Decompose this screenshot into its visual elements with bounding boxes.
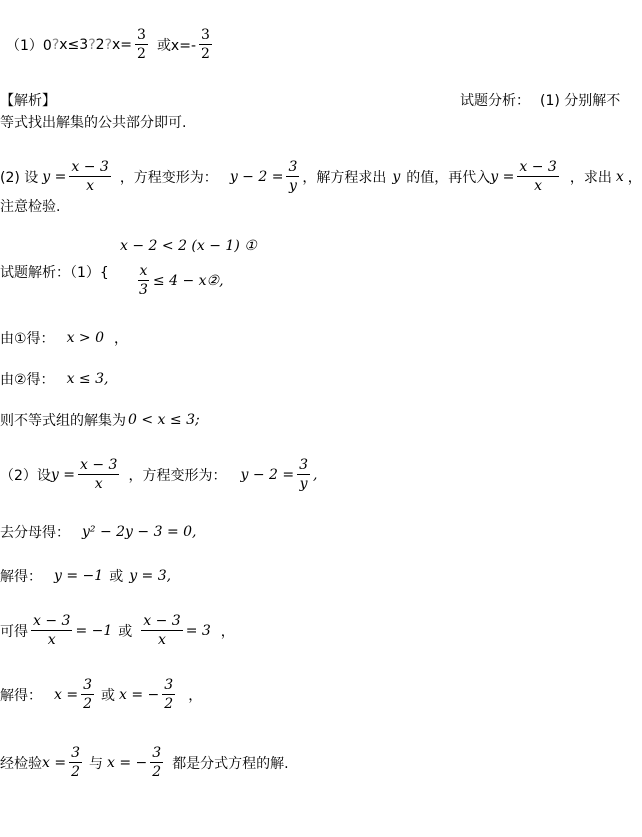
analysis-frac-2: $\frac{3}{y}$ — [288, 159, 298, 194]
answer-fraction-1: $\frac{3}{2}$ — [137, 27, 146, 62]
analysis-part1-cont: 等式找出解集的公共部分即可. — [0, 115, 187, 131]
answer-line — [6, 26, 215, 63]
answer-missing-glyph-1: ? — [51, 36, 60, 53]
substitute: 可得 $\frac{x - 3}{x}$ = −1 或 $\frac{x - 3}{x}$ = 3 ， — [0, 613, 235, 648]
answer-mid1: x≤3 — [59, 36, 89, 53]
answer-tail: x= — [112, 36, 133, 53]
solve-y: 解得： y = −1 或 y = 3, — [0, 568, 172, 585]
solution-label: 试题解析：（1）{ — [0, 265, 109, 281]
system-line-1: x − 2 < 2 (x − 1) ① — [120, 238, 257, 254]
answer-missing-glyph-2: ? — [88, 36, 96, 53]
analysis-part2: (2) 设 y = $\frac{x - 3}{x}$ ，方程变形为： y − 2 = $\frac{3}{y}$ ，解方程求出 y 的值，再代入 y = $\frac{x - 3}{x}$ ，求出 x ， — [0, 159, 642, 194]
answer-or: 或x=- — [156, 37, 197, 54]
analysis-heading: 【解析】 — [0, 93, 56, 109]
part2-setup: （2）设 y = $\frac{x - 3}{x}$ ，方程变形为： y − 2 = $\frac{3}{y}$ , — [0, 457, 318, 492]
analysis-lead: 试题分析： (1) 分别解不 — [460, 93, 621, 109]
answer-fraction-2: $\frac{3}{2}$ — [201, 27, 210, 62]
clear-denominator: 去分母得： y² − 2y − 3 = 0, — [0, 524, 197, 541]
analysis-frac-3: $\frac{x - 3}{x}$ — [519, 159, 557, 194]
step-2: 由②得： x ≤ 3, — [0, 371, 109, 388]
analysis-frac-1: $\frac{x - 3}{x}$ — [71, 159, 109, 194]
verification: 经检验 x = $\frac{3}{2}$ 与 x = − $\frac{3}{2}$ 都是分式方程的解. — [0, 745, 289, 780]
answer-prefix: （1）0 — [6, 37, 52, 54]
system-line-2: $\frac{x}{3}$ ≤ 4 − x②, — [139, 263, 224, 298]
step-3: 则不等式组的解集为 0 < x ≤ 3; — [0, 412, 200, 429]
answer-missing-glyph-3: ? — [104, 36, 112, 53]
answer-mid2: 2 — [95, 36, 105, 53]
analysis-part2-cont: 注意检验. — [0, 199, 61, 215]
solve-x: 解得： x = $\frac{3}{2}$ 或 x = − $\frac{3}{2}$ ， — [0, 677, 203, 712]
step-1: 由①得： x > 0 ， — [0, 330, 128, 347]
